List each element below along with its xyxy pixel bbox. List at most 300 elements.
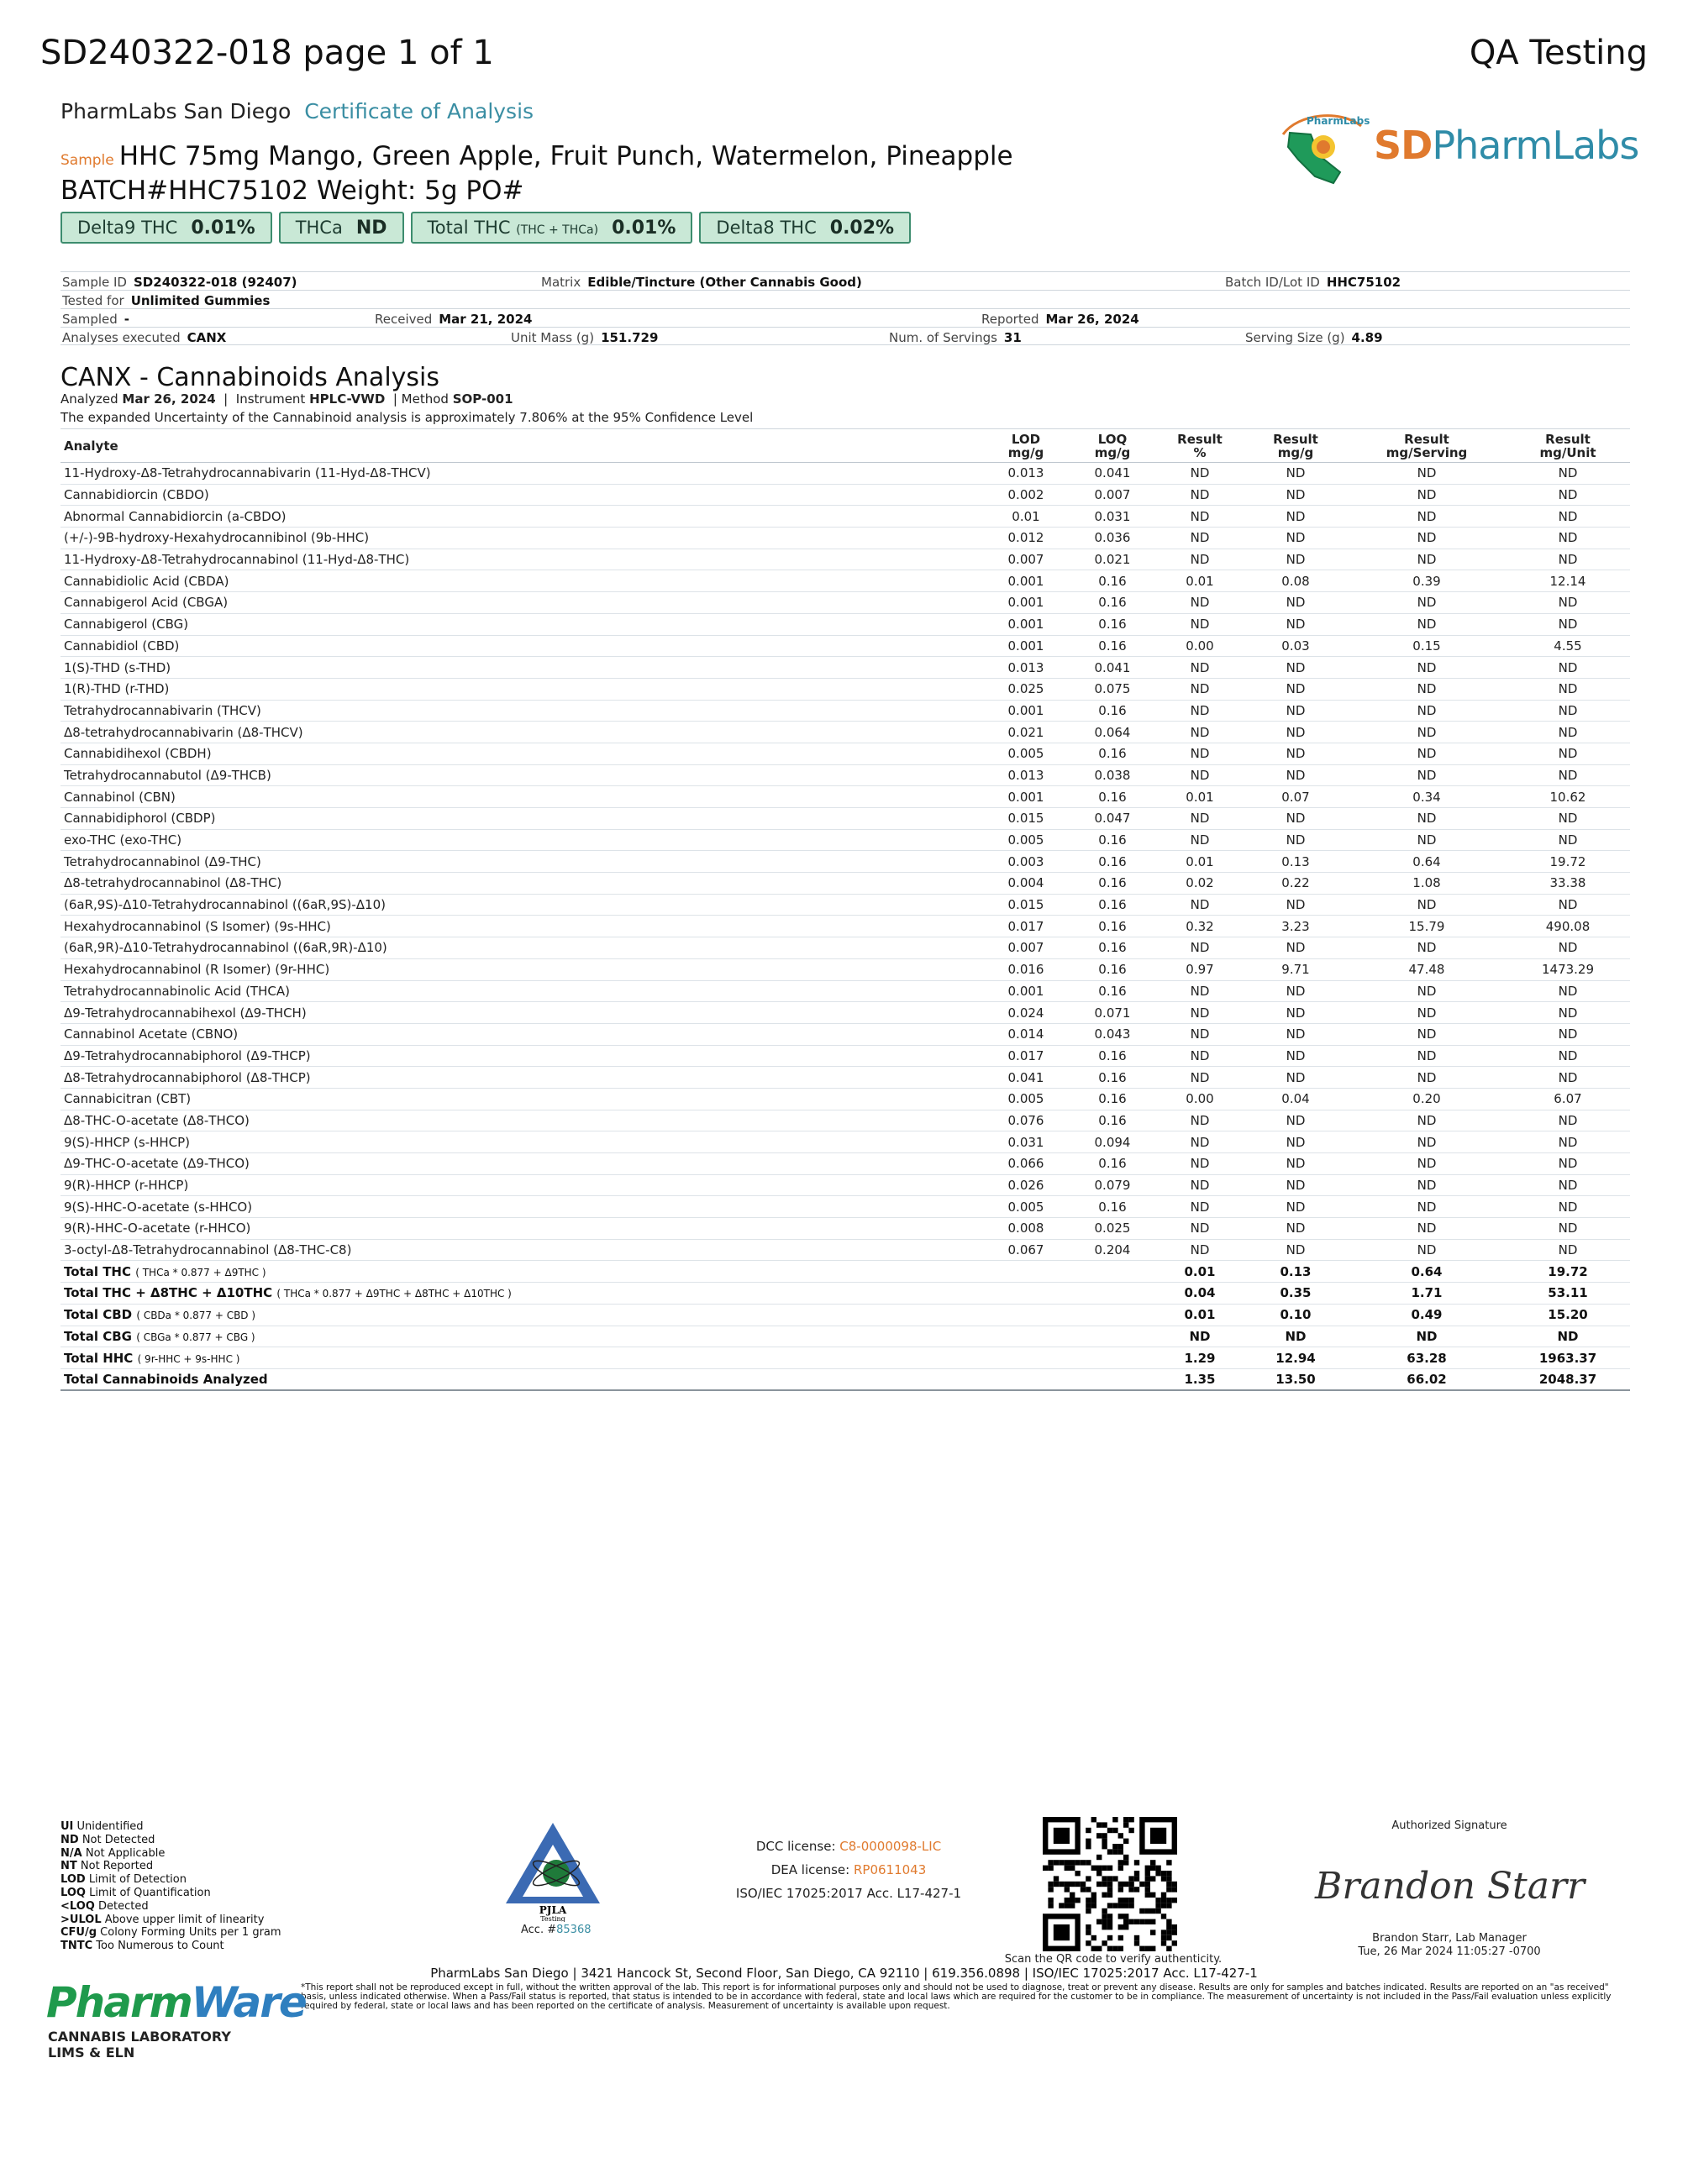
cell-value: 19.72 xyxy=(1506,851,1630,873)
table-row xyxy=(60,484,1630,506)
cell-value: 12.14 xyxy=(1506,570,1630,592)
cell-value: ND xyxy=(1348,1131,1506,1153)
cell-value: ND xyxy=(1244,678,1348,700)
cell-value: ND xyxy=(1506,764,1630,786)
table-row xyxy=(60,463,1630,485)
total-name xyxy=(60,1304,983,1326)
cell-value: ND xyxy=(1506,1153,1630,1175)
cell-value: ND xyxy=(1506,592,1630,614)
table-row xyxy=(60,1067,1630,1089)
cell-value: 0.038 xyxy=(1069,764,1156,786)
cell-value: ND xyxy=(1506,722,1630,743)
cell-value: 0.16 xyxy=(1069,1067,1156,1089)
section-title: CANX - Cannabinoids Analysis xyxy=(60,363,439,392)
cell-value: ND xyxy=(1506,700,1630,722)
total-value: 0.35 xyxy=(1244,1283,1348,1305)
cell-value: ND xyxy=(1156,1110,1244,1131)
logo-pharmlabs: PharmLabs xyxy=(1432,123,1639,168)
cell-value: ND xyxy=(1244,1196,1348,1218)
signature-label: Authorized Signature xyxy=(1391,1819,1507,1832)
cell-value: ND xyxy=(1506,808,1630,830)
cell-value: 0.16 xyxy=(1069,829,1156,851)
cell-value: ND xyxy=(1348,484,1506,506)
coa-title: Certificate of Analysis xyxy=(304,99,534,123)
empty-cell xyxy=(1069,1368,1156,1390)
analyte-name: Cannabidihexol (CBDH) xyxy=(60,743,983,764)
cell-value: ND xyxy=(1348,1002,1506,1024)
cell-value: 4.55 xyxy=(1506,635,1630,657)
total-name xyxy=(60,1368,983,1390)
analyte-name: Δ8-tetrahydrocannabinol (Δ8-THC) xyxy=(60,873,983,895)
cell-value: ND xyxy=(1348,528,1506,549)
total-row xyxy=(60,1347,1630,1369)
cell-value: ND xyxy=(1244,1153,1348,1175)
received-date: Mar 21, 2024 xyxy=(439,312,533,327)
cell-value: ND xyxy=(1506,1218,1630,1240)
sample-info xyxy=(60,271,1630,345)
analyte-name: Cannabigerol Acid (CBGA) xyxy=(60,592,983,614)
cell-value: 0.041 xyxy=(1069,657,1156,679)
cell-value: 0.01 xyxy=(1156,786,1244,808)
info-key: Tested for xyxy=(62,293,124,308)
serving-size: 4.89 xyxy=(1351,330,1383,345)
dea-license: RP0611043 xyxy=(853,1862,927,1877)
empty-cell xyxy=(983,1326,1069,1347)
cell-value: ND xyxy=(1244,764,1348,786)
table-row xyxy=(60,764,1630,786)
summary-badges xyxy=(60,212,911,244)
cell-value: 0.041 xyxy=(1069,463,1156,485)
total-value: 0.04 xyxy=(1156,1283,1244,1305)
legend-value: Not Detected xyxy=(82,1833,155,1846)
cell-value: 0.16 xyxy=(1069,937,1156,959)
cell-value: ND xyxy=(1156,764,1244,786)
cell-value: 0.02 xyxy=(1156,873,1244,895)
cell-value: 0.064 xyxy=(1069,722,1156,743)
cell-value: 0.015 xyxy=(983,894,1069,916)
cell-value: 47.48 xyxy=(1348,958,1506,980)
pharmware-b: Ware xyxy=(191,1978,306,2027)
legend-item xyxy=(60,1900,281,1914)
total-row xyxy=(60,1261,1630,1283)
total-label: Total THC + Δ8THC + Δ10THC xyxy=(64,1285,273,1301)
cell-value: ND xyxy=(1506,549,1630,570)
cell-value: ND xyxy=(1244,1110,1348,1131)
cell-value: 0.97 xyxy=(1156,958,1244,980)
cell-value: 0.012 xyxy=(983,528,1069,549)
analyte-name: 9(S)-HHCP (s-HHCP) xyxy=(60,1131,983,1153)
table-row xyxy=(60,1002,1630,1024)
cell-value: 0.017 xyxy=(983,1045,1069,1067)
empty-cell xyxy=(1069,1261,1156,1283)
info-row xyxy=(60,271,1630,290)
table-body xyxy=(60,463,1630,1391)
table-row xyxy=(60,635,1630,657)
cell-value: 0.013 xyxy=(983,463,1069,485)
cell-value: ND xyxy=(1506,463,1630,485)
cell-value: ND xyxy=(1244,808,1348,830)
analyte-name: Δ8-THC-O-acetate (Δ8-THCO) xyxy=(60,1110,983,1131)
method-key: Method xyxy=(401,391,449,407)
cell-value: 0.031 xyxy=(1069,506,1156,528)
signer-name: Brandon Starr, Lab Manager xyxy=(1372,1932,1527,1945)
info-key: Num. of Servings xyxy=(889,330,997,345)
badge-label: Delta9 THC xyxy=(77,218,178,238)
analyte-name: 1(S)-THD (s-THD) xyxy=(60,657,983,679)
analyte-name: Cannabinol (CBN) xyxy=(60,786,983,808)
cell-value: 0.64 xyxy=(1348,851,1506,873)
iso-accreditation: ISO/IEC 17025:2017 Acc. L17-427-1 xyxy=(735,1886,962,1901)
table-header-row xyxy=(60,429,1630,463)
legend-item xyxy=(60,1820,281,1834)
table-row xyxy=(60,851,1630,873)
cell-value: 0.015 xyxy=(983,808,1069,830)
analyte-name: 3-octyl-Δ8-Tetrahydrocannabinol (Δ8-THC-C8) xyxy=(60,1239,983,1261)
cell-value: 490.08 xyxy=(1506,916,1630,937)
total-value: 1.35 xyxy=(1156,1368,1244,1390)
legend-key: N/A xyxy=(60,1846,82,1860)
california-map-icon xyxy=(1273,109,1374,189)
total-value: 0.10 xyxy=(1244,1304,1348,1326)
cell-value: ND xyxy=(1244,528,1348,549)
cell-value: ND xyxy=(1348,894,1506,916)
total-value: 0.64 xyxy=(1348,1261,1506,1283)
table-row xyxy=(60,549,1630,570)
header-col: Result mg/g xyxy=(1244,429,1348,463)
cell-value: ND xyxy=(1348,743,1506,764)
qa-testing-label: QA Testing xyxy=(1469,34,1648,72)
cell-value: 0.16 xyxy=(1069,980,1156,1002)
legend-key: >ULOL xyxy=(60,1913,102,1926)
badge-value: ND xyxy=(355,217,387,239)
cell-value: 0.005 xyxy=(983,743,1069,764)
legend-key: ND xyxy=(60,1833,79,1846)
cell-value: 0.16 xyxy=(1069,743,1156,764)
cell-value: ND xyxy=(1156,657,1244,679)
legend-key: LOD xyxy=(60,1873,86,1887)
cell-value: ND xyxy=(1348,1045,1506,1067)
logo-sd: SD xyxy=(1374,123,1433,168)
cell-value: 0.08 xyxy=(1244,570,1348,592)
table-row xyxy=(60,570,1630,592)
cell-value: 0.026 xyxy=(983,1174,1069,1196)
cell-value: 1.08 xyxy=(1348,873,1506,895)
table-row xyxy=(60,657,1630,679)
legend-value: Limit of Detection xyxy=(88,1873,187,1887)
cell-value: 1473.29 xyxy=(1506,958,1630,980)
cell-value: 0.03 xyxy=(1244,635,1348,657)
empty-cell xyxy=(983,1304,1069,1326)
cell-value: ND xyxy=(1156,1131,1244,1153)
total-label: Total CBD xyxy=(64,1307,133,1323)
header-col: Result mg/Serving xyxy=(1348,429,1506,463)
legend-item xyxy=(60,1914,281,1927)
cell-value: 0.34 xyxy=(1348,786,1506,808)
total-formula: ( THCa * 0.877 + Δ9THC ) xyxy=(135,1266,266,1278)
cell-value: 0.39 xyxy=(1348,570,1506,592)
legend-item xyxy=(60,1847,281,1861)
cell-value: 0.001 xyxy=(983,613,1069,635)
info-key: Sample ID xyxy=(62,275,127,290)
analyte-name: 9(R)-HHCP (r-HHCP) xyxy=(60,1174,983,1196)
cell-value: ND xyxy=(1348,1110,1506,1131)
legend-key: CFU/g xyxy=(60,1926,97,1940)
cell-value: ND xyxy=(1348,1153,1506,1175)
cell-value: 0.008 xyxy=(983,1218,1069,1240)
cell-value: ND xyxy=(1506,980,1630,1002)
legend-value: Unidentified xyxy=(76,1820,144,1833)
analyte-name: Abnormal Cannabidiorcin (a-CBDO) xyxy=(60,506,983,528)
analyte-name: 9(S)-HHC-O-acetate (s-HHCO) xyxy=(60,1196,983,1218)
analyte-name: 1(R)-THD (r-THD) xyxy=(60,678,983,700)
cell-value: 0.22 xyxy=(1244,873,1348,895)
cell-value: ND xyxy=(1244,937,1348,959)
legend-key: UI xyxy=(60,1820,74,1833)
cell-value: 0.204 xyxy=(1069,1239,1156,1261)
table-row xyxy=(60,829,1630,851)
cell-value: 0.067 xyxy=(983,1239,1069,1261)
table-row xyxy=(60,894,1630,916)
legend-value: Detected xyxy=(97,1899,149,1913)
logo-arc-text: PharmLabs xyxy=(1307,115,1370,127)
signature-script: Brandon Starr xyxy=(1315,1865,1585,1908)
table-row xyxy=(60,1196,1630,1218)
analyte-name: Hexahydrocannabinol (R Isomer) (9r-HHC) xyxy=(60,958,983,980)
cell-value: ND xyxy=(1156,592,1244,614)
cell-value: 0.16 xyxy=(1069,1196,1156,1218)
signature-date: Tue, 26 Mar 2024 11:05:27 -0700 xyxy=(1358,1945,1541,1958)
cell-value: 0.036 xyxy=(1069,528,1156,549)
dea-key: DEA license: xyxy=(770,1862,850,1877)
empty-cell xyxy=(983,1347,1069,1369)
cell-value: ND xyxy=(1506,743,1630,764)
cell-value: ND xyxy=(1244,980,1348,1002)
total-value: 12.94 xyxy=(1244,1347,1348,1369)
table-row xyxy=(60,937,1630,959)
total-row xyxy=(60,1326,1630,1347)
cell-value: 0.00 xyxy=(1156,635,1244,657)
cell-value: 0.076 xyxy=(983,1110,1069,1131)
cell-value: 9.71 xyxy=(1244,958,1348,980)
cell-value: ND xyxy=(1156,678,1244,700)
table-row xyxy=(60,506,1630,528)
info-key: Matrix xyxy=(541,275,581,290)
cell-value: ND xyxy=(1244,549,1348,570)
cell-value: ND xyxy=(1244,1045,1348,1067)
cell-value: ND xyxy=(1156,700,1244,722)
cell-value: ND xyxy=(1244,592,1348,614)
info-row xyxy=(60,308,1630,327)
cell-value: ND xyxy=(1348,1174,1506,1196)
cell-value: ND xyxy=(1506,1174,1630,1196)
cell-value: 0.007 xyxy=(983,937,1069,959)
total-value: 0.01 xyxy=(1156,1304,1244,1326)
analyte-name: Cannabidiol (CBD) xyxy=(60,635,983,657)
pharmware-tagline: CANNABIS LABORATORY LIMS & ELN xyxy=(48,2029,231,2061)
cell-value: 0.075 xyxy=(1069,678,1156,700)
cell-value: 0.005 xyxy=(983,1196,1069,1218)
section-meta: Analyzed Mar 26, 2024 | Instrument HPLC-VWD | Method SOP-001 xyxy=(60,391,513,407)
legend-item xyxy=(60,1926,281,1940)
total-row xyxy=(60,1368,1630,1390)
table-row xyxy=(60,916,1630,937)
cell-value: 0.32 xyxy=(1156,916,1244,937)
table-row xyxy=(60,1088,1630,1110)
total-value: 13.50 xyxy=(1244,1368,1348,1390)
analyte-name: Δ8-Tetrahydrocannabiphorol (Δ8-THCP) xyxy=(60,1067,983,1089)
cell-value: 0.16 xyxy=(1069,570,1156,592)
legend-value: Limit of Quantification xyxy=(89,1886,211,1899)
total-row xyxy=(60,1304,1630,1326)
cell-value: ND xyxy=(1506,1196,1630,1218)
cell-value: 0.007 xyxy=(1069,484,1156,506)
total-name xyxy=(60,1261,983,1283)
total-name xyxy=(60,1347,983,1369)
cell-value: ND xyxy=(1348,506,1506,528)
cell-value: 0.16 xyxy=(1069,635,1156,657)
cell-value: 0.047 xyxy=(1069,808,1156,830)
cell-value: ND xyxy=(1244,700,1348,722)
cell-value: 0.001 xyxy=(983,700,1069,722)
cell-value: ND xyxy=(1156,613,1244,635)
cell-value: ND xyxy=(1348,1023,1506,1045)
table-row xyxy=(60,678,1630,700)
cell-value: ND xyxy=(1156,829,1244,851)
empty-cell xyxy=(1069,1283,1156,1305)
cell-value: ND xyxy=(1244,1131,1348,1153)
cell-value: 0.16 xyxy=(1069,1110,1156,1131)
total-value: 63.28 xyxy=(1348,1347,1506,1369)
empty-cell xyxy=(1069,1304,1156,1326)
cell-value: ND xyxy=(1348,549,1506,570)
cell-value: ND xyxy=(1506,937,1630,959)
analyte-name: 11-Hydroxy-Δ8-Tetrahydrocannabivarin (11-Hyd-Δ8-THCV) xyxy=(60,463,983,485)
cell-value: ND xyxy=(1156,1239,1244,1261)
cell-value: ND xyxy=(1506,1023,1630,1045)
total-name xyxy=(60,1283,983,1305)
reported-date: Mar 26, 2024 xyxy=(1045,312,1139,327)
header-col: Result mg/Unit xyxy=(1506,429,1630,463)
table-row xyxy=(60,1218,1630,1240)
cell-value: ND xyxy=(1506,1131,1630,1153)
cell-value: 0.16 xyxy=(1069,916,1156,937)
cell-value: 0.001 xyxy=(983,592,1069,614)
table-row xyxy=(60,808,1630,830)
total-value: 1.71 xyxy=(1348,1283,1506,1305)
cell-value: ND xyxy=(1156,1045,1244,1067)
cell-value: ND xyxy=(1244,1239,1348,1261)
cell-value: 0.01 xyxy=(1156,851,1244,873)
cell-value: ND xyxy=(1244,1174,1348,1196)
abbreviation-legend xyxy=(60,1820,281,1953)
analyte-name: (+/-)-9B-hydroxy-Hexahydrocannibinol (9b-HHC) xyxy=(60,528,983,549)
footer-disclaimer: *This report shall not be reproduced except in full, without the written approval of the lab. This report is for informational purposes only and should not be used to diagnose, treat or prevent any disease. Results are only for samples and batches indicated. Results are reported on an "as received" basis, unless indicated otherwise. When a Pass/Fail status is reported, that status is intended to be in accordance with federal, state and local laws which are required for the customer to be in compliance. The measurement of uncertainty is not included in the Pass/Fail evaluation unless explicitly required by federal, state or local laws and has been reported on the certificate of analysis. Measurement of uncertainty is available upon request. xyxy=(301,1982,1612,2011)
cell-value: ND xyxy=(1506,1045,1630,1067)
instrument: HPLC-VWD xyxy=(309,391,386,407)
cell-value: ND xyxy=(1244,463,1348,485)
cell-value: 10.62 xyxy=(1506,786,1630,808)
table-row xyxy=(60,786,1630,808)
pjla-sub: Testing xyxy=(540,1915,565,1922)
cell-value: ND xyxy=(1244,657,1348,679)
cell-value: 0.16 xyxy=(1069,851,1156,873)
cell-value: ND xyxy=(1506,613,1630,635)
analyte-name: Δ9-Tetrahydrocannabiphorol (Δ9-THCP) xyxy=(60,1045,983,1067)
cell-value: ND xyxy=(1348,980,1506,1002)
cell-value: ND xyxy=(1348,700,1506,722)
cell-value: 0.007 xyxy=(983,549,1069,570)
dcc-key: DCC license: xyxy=(755,1839,836,1854)
cell-value: 0.16 xyxy=(1069,1153,1156,1175)
total-formula: ( CBDa * 0.877 + CBD ) xyxy=(136,1310,256,1322)
cell-value: 0.04 xyxy=(1244,1088,1348,1110)
analyte-name: Cannabidiphorol (CBDP) xyxy=(60,808,983,830)
cell-value: 0.16 xyxy=(1069,786,1156,808)
lab-name: PharmLabs San Diego xyxy=(60,99,292,123)
cell-value: ND xyxy=(1244,829,1348,851)
cell-value: ND xyxy=(1244,894,1348,916)
cell-value: ND xyxy=(1156,1067,1244,1089)
table-row xyxy=(60,1023,1630,1045)
total-value: 15.20 xyxy=(1506,1304,1630,1326)
cell-value: 0.07 xyxy=(1244,786,1348,808)
cell-value: ND xyxy=(1506,1239,1630,1261)
table-row xyxy=(60,1174,1630,1196)
info-row xyxy=(60,290,1630,308)
cell-value: ND xyxy=(1156,528,1244,549)
cell-value: 0.16 xyxy=(1069,1088,1156,1110)
total-formula: ( THCa * 0.877 + Δ9THC + Δ8THC + Δ10THC ) xyxy=(276,1288,512,1300)
cell-value: 0.094 xyxy=(1069,1131,1156,1153)
cell-value: 0.031 xyxy=(983,1131,1069,1153)
total-formula: ( CBGa * 0.877 + CBG ) xyxy=(136,1331,255,1343)
table-row xyxy=(60,1110,1630,1131)
acc-label: Acc. # xyxy=(521,1924,557,1936)
cell-value: ND xyxy=(1506,484,1630,506)
total-formula: ( 9r-HHC + 9s-HHC ) xyxy=(137,1352,240,1365)
method: SOP-001 xyxy=(452,391,513,407)
empty-cell xyxy=(983,1283,1069,1305)
cell-value: ND xyxy=(1506,829,1630,851)
qr-code-icon[interactable] xyxy=(1043,1817,1177,1951)
cell-value: 0.16 xyxy=(1069,873,1156,895)
cell-value: ND xyxy=(1348,937,1506,959)
cell-value: ND xyxy=(1156,1023,1244,1045)
header-col: Result % xyxy=(1156,429,1244,463)
empty-cell xyxy=(983,1368,1069,1390)
cell-value: ND xyxy=(1506,1110,1630,1131)
cell-value: ND xyxy=(1156,808,1244,830)
legend-key: TNTC xyxy=(60,1940,93,1953)
cell-value: 0.15 xyxy=(1348,635,1506,657)
cell-value: ND xyxy=(1244,722,1348,743)
analyte-name: Cannabidiolic Acid (CBDA) xyxy=(60,570,983,592)
cell-value: ND xyxy=(1348,1218,1506,1240)
cell-value: 0.16 xyxy=(1069,700,1156,722)
cell-value: 0.004 xyxy=(983,873,1069,895)
cell-value: ND xyxy=(1348,613,1506,635)
uncertainty-note: The expanded Uncertainty of the Cannabinoid analysis is approximately 7.806% at the 95% Confidence Level xyxy=(60,410,754,425)
table-row xyxy=(60,592,1630,614)
badge-delta8-thc xyxy=(699,212,911,244)
table-row xyxy=(60,613,1630,635)
cell-value: 0.001 xyxy=(983,980,1069,1002)
cell-value: ND xyxy=(1156,484,1244,506)
legend-value: Not Applicable xyxy=(85,1846,166,1860)
cell-value: ND xyxy=(1156,506,1244,528)
instrument-key: Instrument xyxy=(235,391,306,407)
table-row xyxy=(60,528,1630,549)
